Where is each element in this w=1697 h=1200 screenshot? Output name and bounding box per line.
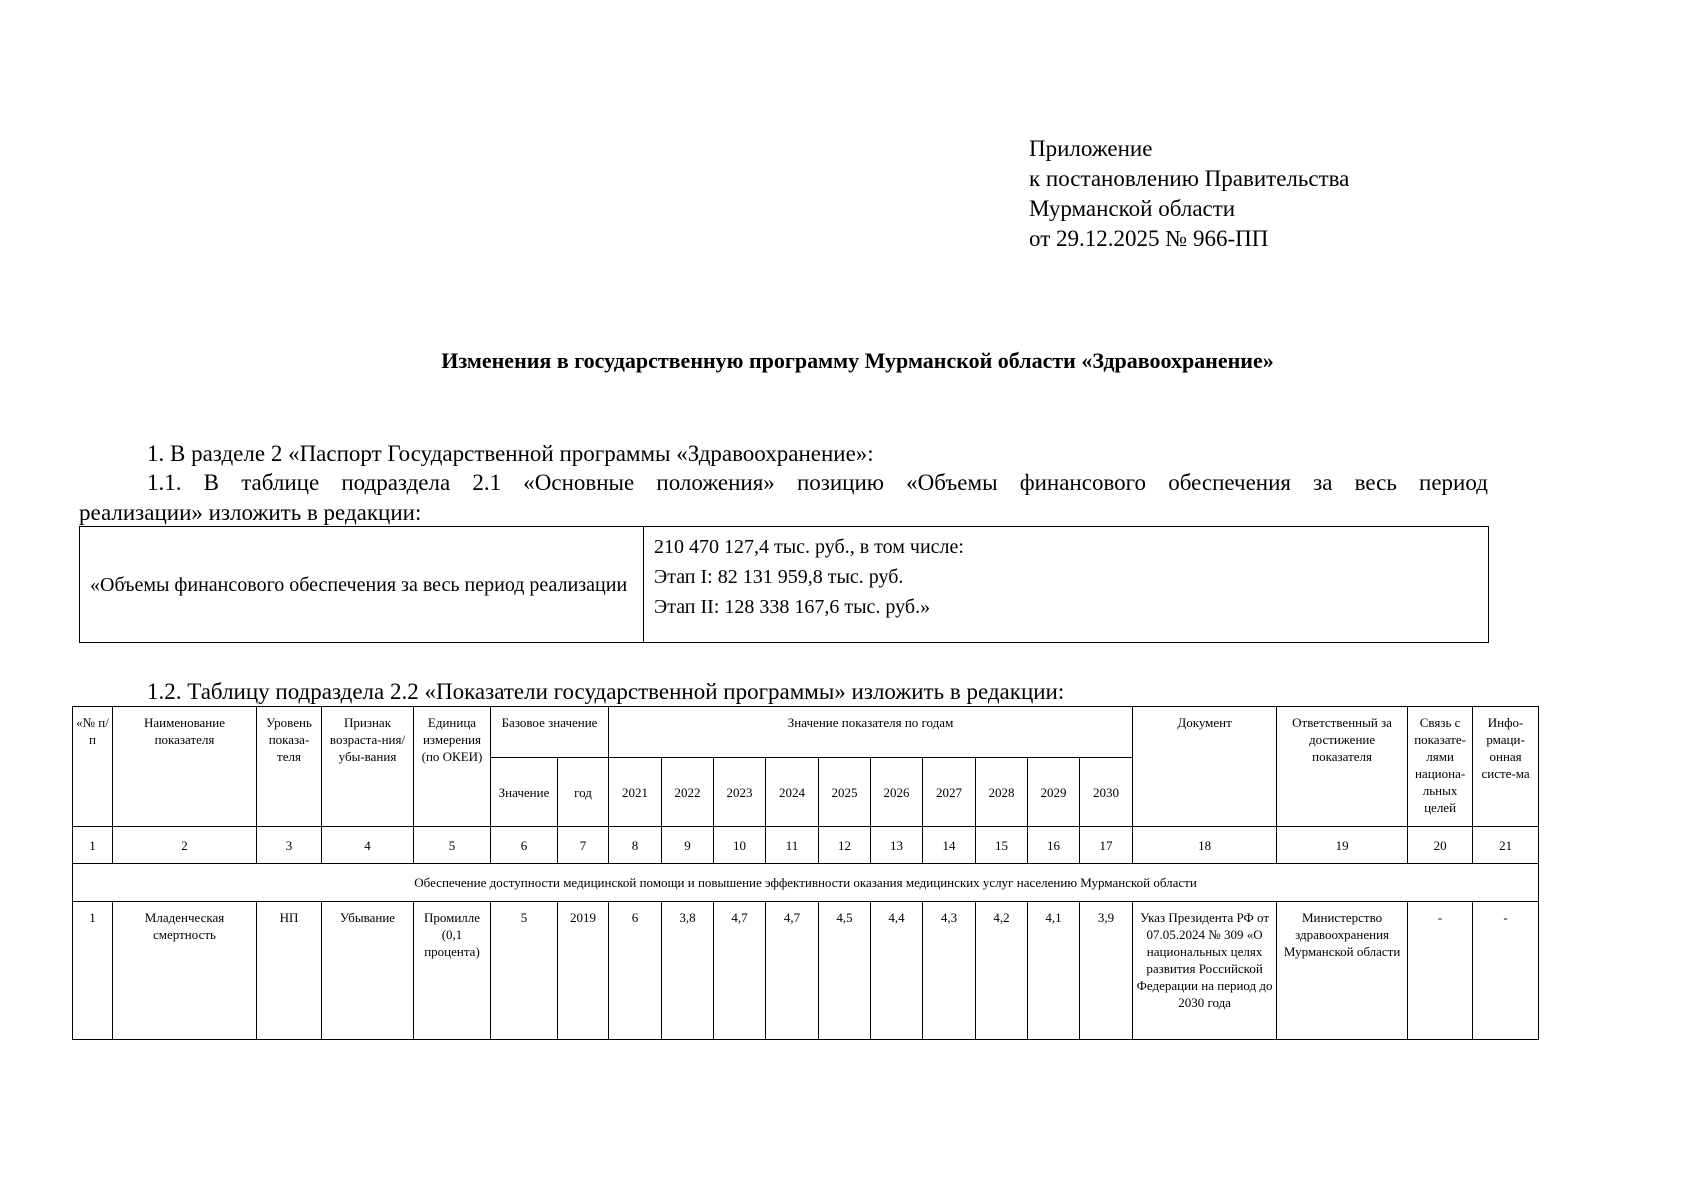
paragraph-1-2: 1.2. Таблицу подраздела 2.2 «Показатели государственной программы» изложить в редакции: bbox=[147, 679, 1065, 704]
column-number: 13 bbox=[871, 827, 923, 864]
paragraph-1-1-line-1 bbox=[79, 468, 1488, 498]
column-number: 7 bbox=[558, 827, 609, 864]
row-year-value: 3,9 bbox=[1080, 902, 1133, 1040]
row-year-value: 4,5 bbox=[819, 902, 871, 1040]
column-number: 15 bbox=[976, 827, 1028, 864]
column-number: 20 bbox=[1408, 827, 1473, 864]
financing-value-cell bbox=[644, 527, 1489, 643]
appendix-line-4: от 29.12.2025 № 966-ПП bbox=[1029, 226, 1269, 251]
column-number: 6 bbox=[491, 827, 558, 864]
header-base: Базовое значение bbox=[491, 707, 609, 758]
paragraph-1-1-word: положения» bbox=[656, 470, 775, 495]
header-year: 2022 bbox=[662, 758, 714, 827]
header-info: Инфо-рмаци-онная систе-ма bbox=[1473, 707, 1539, 827]
header-year: 2030 bbox=[1080, 758, 1133, 827]
indicators-table bbox=[72, 706, 1539, 1040]
column-number: 21 bbox=[1473, 827, 1539, 864]
paragraph-1-1-word: обеспечения bbox=[1168, 470, 1291, 495]
row-year-value: 4,7 bbox=[714, 902, 766, 1040]
row-info: - bbox=[1473, 902, 1539, 1040]
row-num: 1 bbox=[73, 902, 113, 1040]
row-responsible: Министерство здравоохранения Мурманской области bbox=[1277, 902, 1408, 1040]
header-year: 2021 bbox=[609, 758, 662, 827]
paragraph-1-1-word: В bbox=[203, 470, 220, 495]
column-number: 9 bbox=[662, 827, 714, 864]
column-number: 2 bbox=[113, 827, 257, 864]
row-year-value: 6 bbox=[609, 902, 662, 1040]
paragraph-1-1-word: таблице bbox=[241, 470, 320, 495]
column-number: 16 bbox=[1028, 827, 1080, 864]
paragraph-1-1-word: финансового bbox=[1019, 470, 1147, 495]
header-year: 2026 bbox=[871, 758, 923, 827]
paragraph-1-1-word: весь bbox=[1354, 470, 1397, 495]
paragraph-1-1-word: «Основные bbox=[523, 470, 635, 495]
row-level: НП bbox=[257, 902, 322, 1040]
paragraph-1-1-word: 2.1 bbox=[472, 470, 502, 495]
paragraph-1-1-line-2: реализации» изложить в редакции: bbox=[79, 500, 422, 525]
paragraph-1-1-word: «Объемы bbox=[906, 470, 998, 495]
section-title-row: Обеспечение доступности медицинской помощи и повышение эффективности оказания медицинских услуг населению Мурманской области bbox=[73, 864, 1539, 902]
header-document: Документ bbox=[1133, 707, 1277, 827]
paragraph-1-1-word: за bbox=[1313, 470, 1333, 495]
row-name: Младенческая смертность bbox=[113, 902, 257, 1040]
financing-stage-2: Этап II: 128 338 167,6 тыс. руб.» bbox=[654, 596, 931, 618]
column-number: 5 bbox=[414, 827, 491, 864]
row-year-value: 4,1 bbox=[1028, 902, 1080, 1040]
row-year-value: 4,7 bbox=[766, 902, 819, 1040]
row-year-value: 4,3 bbox=[923, 902, 976, 1040]
financing-stage-1: Этап I: 82 131 959,8 тыс. руб. bbox=[654, 566, 904, 588]
header-level: Уровень показа-теля bbox=[257, 707, 322, 827]
financing-total: 210 470 127,4 тыс. руб., в том числе: bbox=[654, 536, 964, 558]
header-sign: Признак возраста-ния/убы-вания bbox=[322, 707, 414, 827]
paragraph-1: 1. В разделе 2 «Паспорт Государственной программы «Здравоохранение»: bbox=[147, 441, 874, 466]
row-unit: Промилле (0,1 процента) bbox=[414, 902, 491, 1040]
paragraph-1-1 bbox=[79, 468, 1488, 528]
column-number: 3 bbox=[257, 827, 322, 864]
row-year-value: 4,4 bbox=[871, 902, 923, 1040]
appendix-line-3: Мурманской области bbox=[1029, 196, 1236, 221]
header-base-year: год bbox=[558, 758, 609, 827]
header-name: Наименование показателя bbox=[113, 707, 257, 827]
header-year: 2023 bbox=[714, 758, 766, 827]
column-number: 8 bbox=[609, 827, 662, 864]
paragraph-1-1-word: период bbox=[1419, 470, 1488, 495]
appendix-line-2: к постановлению Правительства bbox=[1029, 166, 1350, 191]
column-number: 1 bbox=[73, 827, 113, 864]
column-number: 12 bbox=[819, 827, 871, 864]
header-years-group: Значение показателя по годам bbox=[609, 707, 1133, 758]
column-number: 11 bbox=[766, 827, 819, 864]
header-year: 2028 bbox=[976, 758, 1028, 827]
row-sign: Убывание bbox=[322, 902, 414, 1040]
row-link: - bbox=[1408, 902, 1473, 1040]
column-number: 14 bbox=[923, 827, 976, 864]
header-year: 2024 bbox=[766, 758, 819, 827]
column-number: 17 bbox=[1080, 827, 1133, 864]
paragraph-1-1-word: позицию bbox=[796, 470, 884, 495]
column-number: 19 bbox=[1277, 827, 1408, 864]
row-base-value: 5 bbox=[491, 902, 558, 1040]
header-unit: Единица измерения (по ОКЕИ) bbox=[414, 707, 491, 827]
appendix-block bbox=[1029, 134, 1349, 254]
paragraph-1-1-word: 1.1. bbox=[147, 470, 182, 495]
row-year-value: 3,8 bbox=[662, 902, 714, 1040]
header-link: Связь с показате-лями национа-льных целей bbox=[1408, 707, 1473, 827]
column-number: 10 bbox=[714, 827, 766, 864]
header-year: 2027 bbox=[923, 758, 976, 827]
column-number: 18 bbox=[1133, 827, 1277, 864]
appendix-line-1: Приложение bbox=[1029, 136, 1153, 161]
row-document: Указ Президента РФ от 07.05.2024 № 309 «О национальных целях развития Российской Федерации на период до 2030 года bbox=[1133, 902, 1277, 1040]
header-year: 2025 bbox=[819, 758, 871, 827]
column-number: 4 bbox=[322, 827, 414, 864]
header-num: «№ п/п bbox=[73, 707, 113, 827]
row-year-value: 4,2 bbox=[976, 902, 1028, 1040]
document-title: Изменения в государственную программу Мурманской области «Здравоохранение» bbox=[441, 348, 1274, 373]
row-base-year: 2019 bbox=[558, 902, 609, 1040]
financing-table bbox=[79, 526, 1489, 643]
header-base-value: Значение bbox=[491, 758, 558, 827]
header-responsible: Ответственный за достижение показателя bbox=[1277, 707, 1408, 827]
paragraph-1-1-word: подраздела bbox=[341, 470, 451, 495]
table-row bbox=[73, 902, 1539, 1040]
financing-label-cell: «Объемы финансового обеспечения за весь период реализации bbox=[80, 527, 644, 643]
header-year: 2029 bbox=[1028, 758, 1080, 827]
